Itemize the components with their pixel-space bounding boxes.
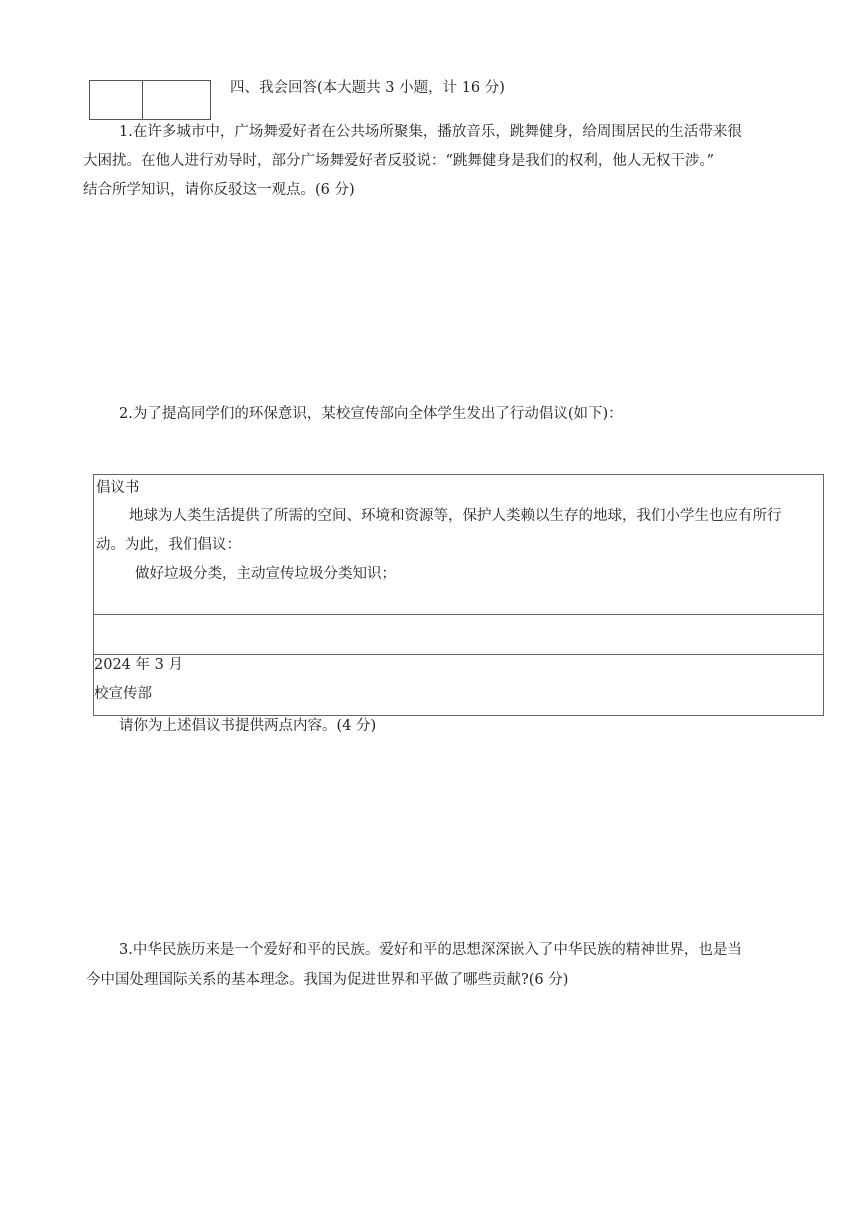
- proposal-blank-row: [94, 614, 823, 655]
- score-box-cell-grader: [142, 81, 210, 119]
- q2-intro: 2.为了提高同学们的环保意识，某校宣传部向全体学生发出了行动倡议(如下)：: [119, 406, 623, 422]
- q1-line-1: 1.在许多城市中，广场舞爱好者在公共场所聚集，播放音乐，跳舞健身，给周围居民的生活带来很: [119, 124, 742, 140]
- proposal-body-line-3: 做好垃圾分类，主动宣传垃圾分类知识；: [135, 566, 396, 582]
- q3-line-1: 3.中华民族历来是一个爱好和平的民族。爱好和平的思想深深嵌入了中华民族的精神世界，也是当: [119, 942, 742, 958]
- proposal-signature: 校宣传部: [94, 686, 152, 702]
- q2-prompt: 请你为上述倡议书提供两点内容。(4 分): [119, 718, 377, 734]
- proposal-date: 2024 年 3 月: [94, 657, 183, 673]
- proposal-body-line-1: 地球为人类生活提供了所需的空间、环境和资源等，保护人类赖以生存的地球，我们小学生也应有所行: [129, 508, 782, 524]
- q3-line-2: 今中国处理国际关系的基本理念。我国为促进世界和平做了哪些贡献?(6 分): [86, 972, 569, 988]
- q1-line-2: 大困扰。在他人进行劝导时，部分广场舞爱好者反驳说：“跳舞健身是我们的权利，他人无权干涉。”: [83, 153, 715, 169]
- score-box: [89, 80, 211, 120]
- q1-line-3: 结合所学知识，请你反驳这一观点。(6 分): [83, 182, 355, 198]
- proposal-table: [93, 474, 824, 716]
- proposal-footer-row: [94, 654, 823, 715]
- score-box-cell-score: [90, 81, 143, 119]
- proposal-body-line-2: 动。为此，我们倡议：: [96, 537, 241, 553]
- proposal-content-row: [94, 475, 823, 615]
- section-title: 四、我会回答(本大题共 3 小题，计 16 分): [230, 80, 505, 96]
- proposal-heading: 倡议书: [96, 480, 140, 496]
